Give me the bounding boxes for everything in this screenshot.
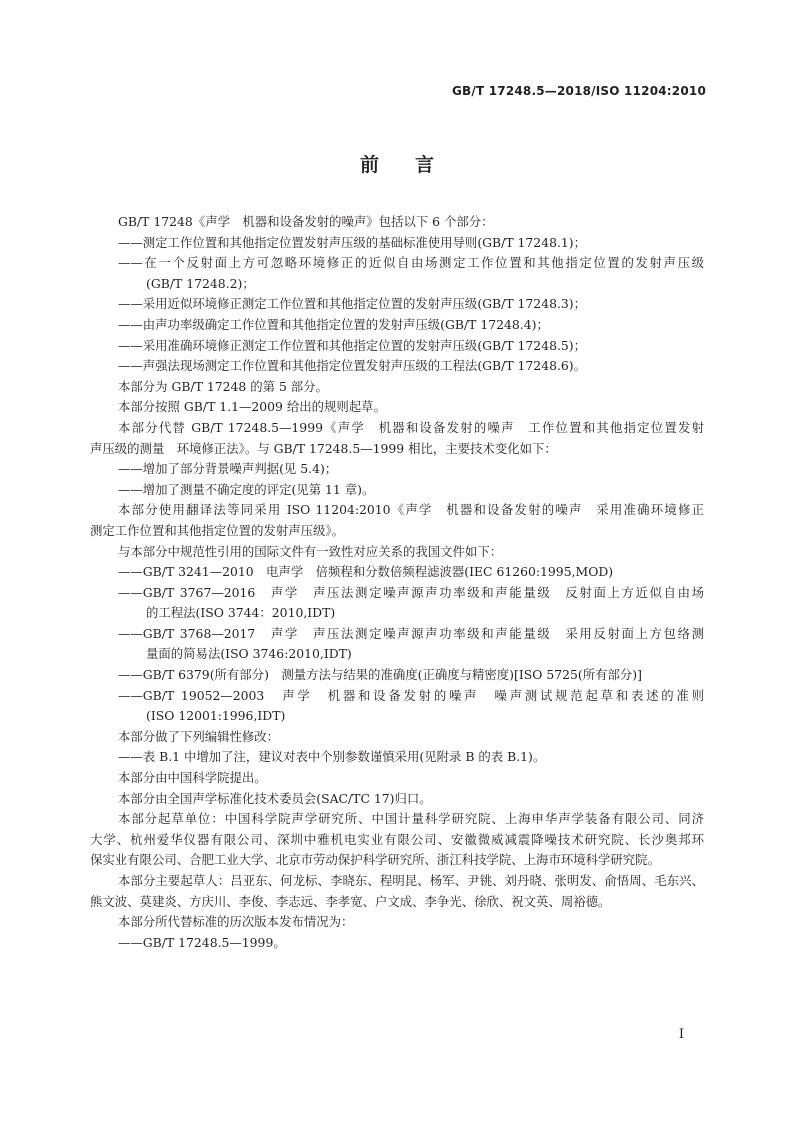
list-item-line: ——GB/T 6379(所有部分) 测量方法与结果的准确度(正确度与精密度)[ISO 5725(所有部分)] — [118, 667, 642, 683]
paragraph-line: 熊文波、莫建炎、方庆川、李俊、李志远、李孝宽、户文成、李争光、徐欣、祝文英、周裕德。 — [90, 893, 611, 909]
list-item-line: ——声强法现场测定工作位置和其他指定位置发射声压级的工程法(GB/T 17248.6)。 — [118, 358, 587, 374]
list-item-line: ——GB/T 3768—2017 声学 声压法测定噪声源声功率级和声能量级 采用反射面上方包络测 — [118, 625, 704, 641]
list-item-line: ——GB/T 3241—2010 电声学 倍频程和分数倍频程滤波器(IEC 61260:1995,MOD) — [118, 564, 614, 580]
list-item-line: ——在一个反射面上方可忽略环境修正的近似自由场测定工作位置和其他指定位置的发射声压级 — [118, 255, 704, 271]
paragraph-line: 声压级的测量 环境修正法》。与 GB/T 17248.5—1999 相比，主要技术变化如下： — [90, 440, 557, 456]
list-item-line: (ISO 12001:1996,IDT) — [146, 708, 286, 724]
paragraph-line: 大学、杭州爱华仪器有限公司、深圳中雅机电实业有限公司、安徽微威减震降噪技术研究院、长沙奥邦环 — [90, 831, 704, 847]
paragraph-line: 与本部分中规范性引用的国际文件有一致性对应关系的我国文件如下： — [118, 543, 503, 559]
paragraph-line: 本部分按照 GB/T 1.1—2009 给出的规则起草。 — [118, 399, 386, 415]
list-item-line: ——采用近似环境修正测定工作位置和其他指定位置的发射声压级(GB/T 17248.3)； — [118, 296, 587, 312]
paragraph-line: 本部分由中国科学院提出。 — [118, 770, 267, 786]
paragraph-line: 本部分所代替标准的历次版本发布情况为： — [118, 914, 354, 930]
standard-code-header: GB/T 17248.5—2018/ISO 11204:2010 — [451, 84, 706, 98]
list-item-line: ——采用准确环境修正测定工作位置和其他指定位置的发射声压级(GB/T 17248.5)； — [118, 337, 587, 353]
paragraph-line: 保实业有限公司、合肥工业大学、北京市劳动保护科学研究所、浙江科技学院、上海市环境科学研究院。 — [90, 852, 660, 868]
preface-body — [90, 212, 704, 953]
page-title: 前言 — [359, 154, 470, 176]
list-item-line: ——GB/T 17248.5—1999。 — [118, 934, 286, 950]
list-item-line: ——由声功率级确定工作位置和其他指定位置的发射声压级(GB/T 17248.4)； — [118, 316, 549, 332]
paragraph-line: 本部分做了下列编辑性修改： — [118, 728, 280, 744]
paragraph-line: 测定工作位置和其他指定位置的发射声压级》。 — [90, 522, 345, 538]
paragraph-line: 本部分使用翻译法等同采用 ISO 11204:2010《声学 机器和设备发射的噪声 采用准确环境修正 — [118, 502, 704, 518]
list-item-line: ——增加了测量不确定度的评定(见第 11 章)。 — [118, 481, 375, 497]
list-item-line: 的工程法(ISO 3744：2010,IDT) — [146, 605, 336, 621]
paragraph-line: 本部分由全国声学标准化技术委员会(SAC/TC 17)归口。 — [118, 790, 432, 806]
list-item-line: ——增加了部分背景噪声判据(见 5.4)； — [118, 461, 338, 477]
paragraph-line: 本部分代替 GB/T 17248.5—1999《声学 机器和设备发射的噪声 工作位置和其他指定位置发射 — [118, 419, 704, 435]
list-item-line: ——表 B.1 中增加了注，建议对表中个别参数谨慎采用(见附录 B 的表 B.1)。 — [118, 749, 546, 765]
list-item-line: ——GB/T 19052—2003 声学 机器和设备发射的噪声 噪声测试规范起草和表述的准则 — [118, 687, 704, 703]
paragraph-line: 本部分主要起草人：吕亚东、何龙标、李晓东、程明昆、杨军、尹铫、刘丹晓、张明发、俞悟周、毛东兴、 — [118, 873, 704, 888]
list-item-line: ——GB/T 3767—2016 声学 声压法测定噪声源声功率级和声能量级 反射面上方近似自由场 — [118, 584, 704, 600]
paragraph-line: 本部分起草单位：中国科学院声学研究所、中国计量科学研究院、上海申华声学装备有限公司、同济 — [118, 811, 704, 827]
list-item-line: (GB/T 17248.2)； — [146, 275, 255, 291]
list-item-line: 量面的简易法(ISO 3746:2010,IDT) — [146, 646, 352, 662]
list-item-line: ——测定工作位置和其他指定位置发射声压级的基础标准使用导则(GB/T 17248.1)； — [118, 234, 587, 250]
paragraph-line: 本部分为 GB/T 17248 的第 5 部分。 — [118, 378, 328, 394]
page-number: I — [678, 1027, 684, 1042]
paragraph-line: GB/T 17248《声学 机器和设备发射的噪声》包括以下 6 个部分： — [118, 214, 494, 229]
